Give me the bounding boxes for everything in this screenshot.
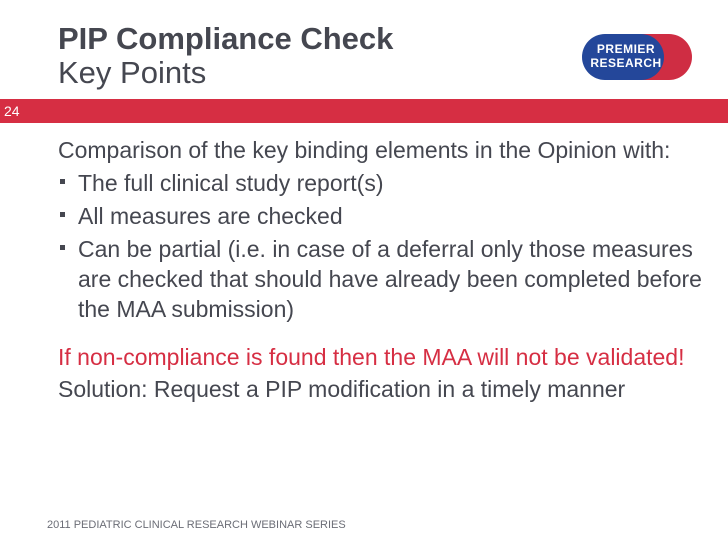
square-bullet-icon	[60, 245, 65, 250]
square-bullet-icon	[60, 212, 65, 217]
logo-line-2: RESEARCH	[590, 56, 662, 70]
slide-number: 24	[4, 103, 20, 119]
slide-title-main: PIP Compliance Check	[58, 21, 394, 56]
bullet-item	[58, 234, 718, 324]
slide-number-bar	[0, 99, 728, 123]
slide-body	[58, 135, 718, 404]
square-bullet-icon	[60, 179, 65, 184]
bullet-text: Can be partial (i.e. in case of a deferral only those measures are checked that should have already been completed before the MAA submission)	[78, 236, 702, 322]
solution-text: Solution: Request a PIP modification in a timely manner	[58, 376, 626, 402]
premier-research-logo	[582, 34, 692, 80]
slide-title-sub: Key Points	[58, 55, 207, 90]
bullet-list	[58, 168, 718, 324]
bullet-text: The full clinical study report(s)	[78, 170, 384, 196]
logo-text	[590, 42, 662, 70]
footer-text: 2011 PEDIATRIC CLINICAL RESEARCH WEBINAR SERIES	[47, 519, 346, 531]
warning-text: If non-compliance is found then the MAA will not be validated!	[58, 344, 685, 370]
bullet-item	[58, 168, 718, 198]
bullet-item	[58, 201, 718, 231]
logo-line-1: PREMIER	[596, 42, 656, 56]
slide-title	[58, 22, 393, 90]
intro-text: Comparison of the key binding elements in the Opinion with:	[58, 137, 671, 163]
bullet-text: All measures are checked	[78, 203, 343, 229]
